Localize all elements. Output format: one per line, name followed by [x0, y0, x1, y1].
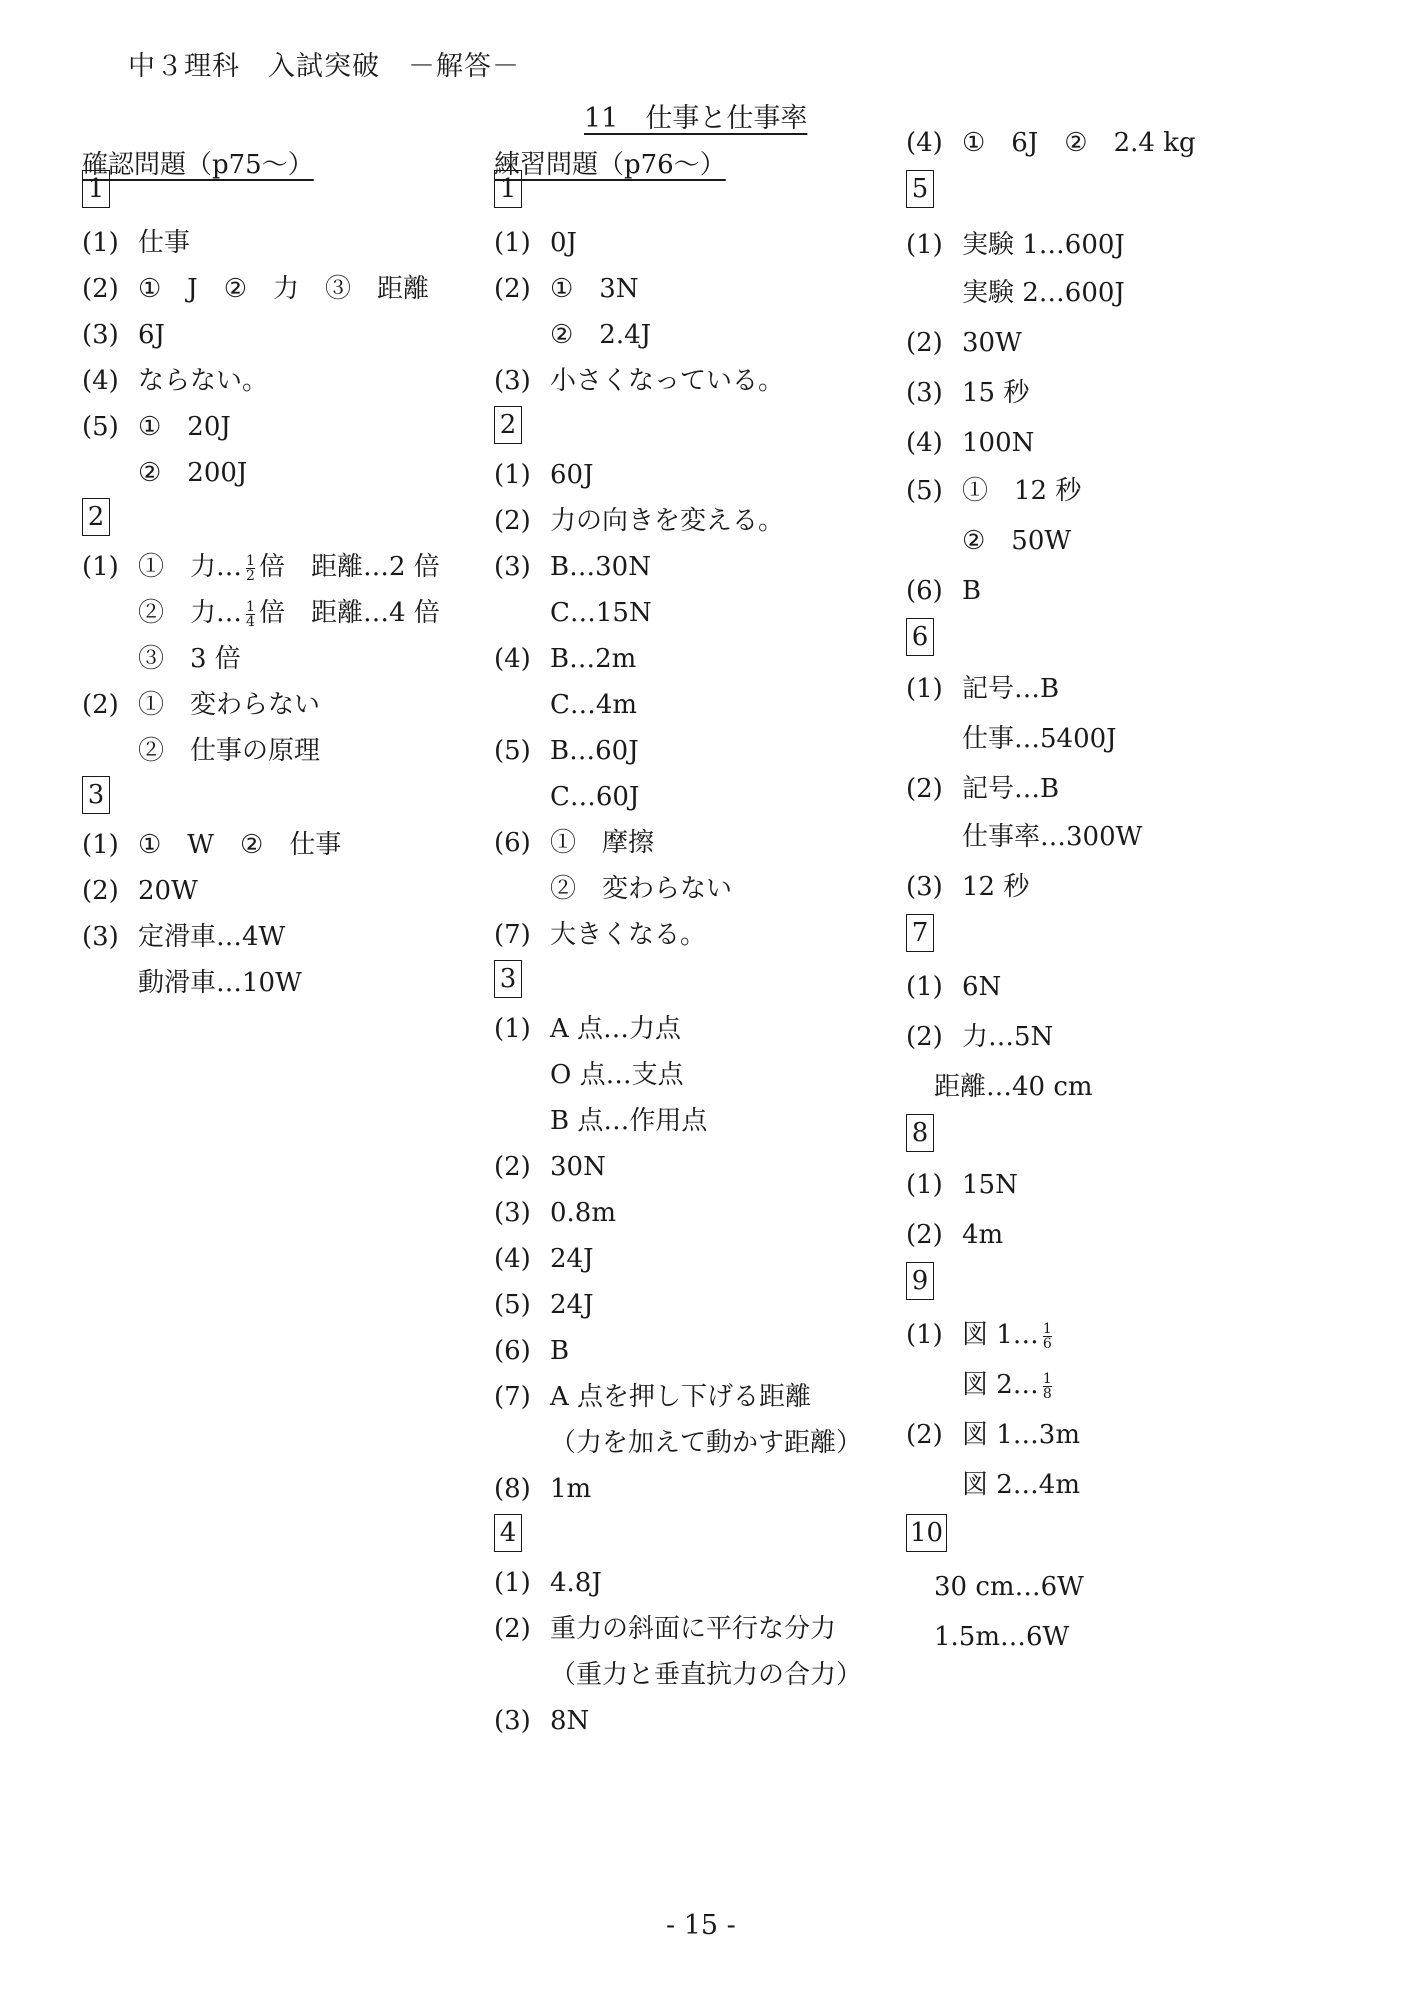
answer-line [82, 274, 429, 304]
answer-text: （重力と垂直抗力の合力） [550, 1660, 863, 1690]
answer-line [82, 366, 268, 396]
problem-number-box [82, 170, 110, 208]
answer-line [934, 1572, 1084, 1602]
answer-text: ① 20J [138, 412, 231, 442]
answer-line [906, 230, 1125, 260]
problem-number: 9 [906, 1262, 934, 1300]
answer-text: 重力の斜面に平行な分力 [550, 1614, 837, 1644]
problem-number: 6 [906, 618, 934, 656]
answer-text: C…15N [550, 598, 652, 628]
question-number: (2) [906, 774, 943, 804]
answer-line [906, 1420, 1080, 1450]
problem-number-box [906, 1262, 934, 1300]
problem-number: 1 [494, 170, 522, 208]
problem-number: 10 [906, 1514, 947, 1552]
answer-line [494, 1474, 591, 1504]
question-number: (4) [906, 128, 943, 158]
answer-text: 倍 距離…4 倍 [258, 598, 440, 628]
question-number: (2) [494, 274, 531, 304]
answer-text: 60J [550, 460, 594, 490]
page-title: 11 仕事と仕事率 [584, 103, 808, 134]
answer-line [906, 278, 1125, 308]
answer-text: 倍 距離…2 倍 [258, 552, 440, 582]
answer-line [494, 1014, 681, 1044]
answer-text: 大きくなる。 [550, 920, 707, 950]
problem-number: 2 [82, 498, 110, 536]
answer-text: ② 2.4J [550, 320, 652, 350]
fraction [1043, 1322, 1052, 1351]
answer-text: 実験 2…600J [962, 278, 1125, 308]
answer-text: 15 秒 [962, 378, 1030, 408]
answer-line [906, 822, 1142, 852]
answer-line [494, 1660, 862, 1690]
fraction-denominator: 6 [1042, 1335, 1052, 1352]
answer-text: ならない。 [138, 366, 269, 396]
answer-text: 12 秒 [962, 872, 1030, 902]
answer-line [906, 872, 1029, 902]
answer-line [494, 460, 594, 490]
answer-text: 0.8m [550, 1198, 617, 1228]
answer-line [906, 1470, 1080, 1500]
answer-line [494, 1428, 862, 1458]
answer-text: 24J [550, 1290, 594, 1320]
answer-text: 仕事 [138, 228, 191, 258]
question-number: (8) [494, 1474, 531, 1504]
problem-number-box [906, 170, 934, 208]
answer-text: O 点…支点 [550, 1060, 684, 1090]
answer-line [494, 1198, 616, 1228]
fraction [246, 600, 255, 629]
question-number: (2) [82, 690, 119, 720]
question-number: (4) [82, 366, 119, 396]
answer-line [906, 476, 1081, 506]
problem-number-box [494, 960, 522, 998]
answer-text: ① 力… [138, 552, 243, 582]
answer-text: 0J [550, 228, 577, 258]
answer-line [494, 1336, 569, 1366]
answer-line [82, 830, 341, 860]
question-number: (4) [906, 428, 943, 458]
question-number: (5) [82, 412, 119, 442]
question-number: (3) [494, 552, 531, 582]
answer-line [906, 972, 1001, 1002]
answer-text: 定滑車…4W [138, 922, 286, 952]
question-number: (6) [494, 1336, 531, 1366]
question-number: (1) [906, 1320, 943, 1350]
answer-line [82, 598, 440, 629]
answer-line [906, 378, 1029, 408]
answer-line [494, 920, 706, 950]
answer-text: 力の向きを変える。 [550, 506, 785, 536]
answer-text: 仕事率…300W [962, 822, 1143, 852]
question-number: (2) [494, 1152, 531, 1182]
answer-line [494, 552, 651, 582]
answer-text: B [962, 576, 982, 606]
question-number: (2) [906, 1022, 943, 1052]
answer-text: 8N [550, 1706, 590, 1736]
problem-number-box [906, 1514, 947, 1552]
answer-line [82, 968, 302, 998]
answer-line [494, 828, 654, 858]
answer-text: 30W [962, 328, 1022, 358]
answer-text: 記号…B [962, 774, 1060, 804]
answer-line [494, 644, 636, 674]
answer-line [82, 320, 165, 350]
question-number: (1) [906, 230, 943, 260]
answer-line [82, 736, 320, 766]
answer-text: ② 変わらない [550, 874, 733, 904]
question-number: (7) [494, 1382, 531, 1412]
answer-text: 小さくなっている。 [550, 366, 785, 396]
fraction-denominator: 2 [246, 567, 255, 584]
answer-text: 30N [550, 1152, 606, 1182]
answer-text: 4m [962, 1220, 1004, 1250]
answer-text: 24J [550, 1244, 594, 1274]
answer-line [494, 598, 652, 628]
answer-line [494, 1290, 594, 1320]
question-number: (2) [82, 876, 119, 906]
answer-text: ① W ② 仕事 [138, 830, 342, 860]
answer-text: 実験 1…600J [962, 230, 1125, 260]
question-number: (5) [494, 1290, 531, 1320]
answer-line [906, 1220, 1003, 1250]
answer-line [906, 128, 1196, 158]
fraction-numerator: 1 [1042, 1370, 1052, 1387]
answer-text: 距離…40 cm [934, 1072, 1093, 1102]
question-number: (1) [906, 1170, 943, 1200]
answer-line [82, 228, 190, 258]
problem-number: 4 [494, 1514, 522, 1552]
problem-number-box [494, 406, 522, 444]
answer-text: （力を加えて動かす距離） [550, 1428, 863, 1458]
question-number: (7) [494, 920, 531, 950]
problem-number-box [494, 1514, 522, 1552]
question-number: (1) [906, 674, 943, 704]
question-number: (6) [494, 828, 531, 858]
question-number: (1) [82, 830, 119, 860]
fraction [1043, 1372, 1052, 1401]
section-title-renshu: 練習問題（p76～） [494, 150, 726, 180]
section-title-kakunin: 確認問題（p75～） [82, 150, 314, 180]
answer-text: 図 2… [962, 1370, 1039, 1400]
answer-line [906, 1170, 1018, 1200]
answer-line [494, 1568, 602, 1598]
answer-line [906, 1022, 1053, 1052]
answer-text: ① 6J ② 2.4 kg [962, 128, 1196, 158]
problem-number: 7 [906, 914, 934, 952]
answer-text: ① 3N [550, 274, 639, 304]
problem-number-box [906, 914, 934, 952]
answer-text: 20W [138, 876, 198, 906]
answer-text: 力…5N [962, 1022, 1054, 1052]
answer-line [494, 274, 639, 304]
answer-text: C…4m [550, 690, 638, 720]
answer-text: B…30N [550, 552, 651, 582]
answer-line [906, 724, 1117, 754]
fraction-numerator: 1 [246, 598, 255, 615]
fraction-denominator: 8 [1042, 1385, 1052, 1402]
answer-text: B…2m [550, 644, 637, 674]
answer-line [906, 1320, 1056, 1351]
answer-line [494, 366, 784, 396]
question-number: (2) [82, 274, 119, 304]
answer-text: 6J [138, 320, 165, 350]
fraction [246, 554, 255, 583]
answer-text: 6N [962, 972, 1002, 1002]
question-number: (1) [494, 228, 531, 258]
fraction-numerator: 1 [1042, 1320, 1052, 1337]
answer-line [906, 774, 1059, 804]
answer-line [82, 644, 241, 674]
answer-line [82, 412, 231, 442]
question-number: (5) [494, 736, 531, 766]
answer-text: ② 仕事の原理 [138, 736, 321, 766]
question-number: (4) [494, 1244, 531, 1274]
answer-text: 記号…B [962, 674, 1060, 704]
answer-line [494, 1614, 836, 1644]
problem-number: 2 [494, 406, 522, 444]
answer-line [906, 328, 1022, 358]
problem-number-box [906, 618, 934, 656]
answer-text: ② 50W [962, 526, 1072, 556]
page-header: 中３理科 入試突破 －解答－ [128, 51, 520, 82]
question-number: (3) [82, 320, 119, 350]
answer-text: 仕事…5400J [962, 724, 1117, 754]
answer-text: ③ 3 倍 [138, 644, 241, 674]
answer-line [494, 782, 639, 812]
question-number: (2) [494, 506, 531, 536]
problem-number: 1 [82, 170, 110, 208]
answer-line [906, 1370, 1056, 1401]
answer-line [494, 228, 577, 258]
answer-line [906, 674, 1059, 704]
question-number: (1) [494, 460, 531, 490]
answer-text: B 点…作用点 [550, 1106, 708, 1136]
answer-text: ① 変わらない [138, 690, 321, 720]
question-number: (2) [906, 1420, 943, 1450]
answer-line [82, 552, 440, 583]
answer-text: 図 1… [962, 1320, 1039, 1350]
answer-line [906, 526, 1071, 556]
problem-number: 3 [494, 960, 522, 998]
answer-line [82, 690, 320, 720]
question-number: (3) [494, 1198, 531, 1228]
question-number: (1) [82, 228, 119, 258]
answer-text: 動滑車…10W [138, 968, 302, 998]
fraction-denominator: 4 [246, 613, 255, 630]
fraction-numerator: 1 [246, 552, 255, 569]
answer-line [494, 874, 732, 904]
answer-text: B…60J [550, 736, 639, 766]
answer-line [494, 690, 637, 720]
answer-line [494, 1106, 707, 1136]
answer-text: A 点…力点 [550, 1014, 682, 1044]
problem-number: 3 [82, 776, 110, 814]
answer-line [906, 428, 1034, 458]
answer-text: C…60J [550, 782, 640, 812]
answer-text: 15N [962, 1170, 1018, 1200]
answer-text: ② 力… [138, 598, 243, 628]
answer-text: A 点を押し下げる距離 [550, 1382, 812, 1412]
answer-line [494, 1382, 811, 1412]
answer-line [82, 876, 198, 906]
answer-line [82, 458, 247, 488]
question-number: (5) [906, 476, 943, 506]
answer-text: 図 1…3m [962, 1420, 1081, 1450]
problem-number-box [82, 498, 110, 536]
question-number: (3) [494, 366, 531, 396]
problem-number: 8 [906, 1114, 934, 1152]
answer-line [494, 1152, 606, 1182]
question-number: (6) [906, 576, 943, 606]
answer-line [494, 736, 639, 766]
answer-text: ② 200J [138, 458, 248, 488]
answer-line [906, 576, 981, 606]
answer-line [494, 320, 651, 350]
answer-line [934, 1072, 1093, 1102]
answer-line [82, 922, 285, 952]
answer-text: 1.5m…6W [934, 1622, 1070, 1652]
answer-line [494, 1706, 589, 1736]
problem-number-box [82, 776, 110, 814]
question-number: (2) [906, 1220, 943, 1250]
answer-line [494, 506, 784, 536]
question-number: (3) [494, 1706, 531, 1736]
answer-text: 1m [550, 1474, 592, 1504]
answer-line [494, 1060, 684, 1090]
question-number: (3) [906, 378, 943, 408]
answer-text: ① 摩擦 [550, 828, 655, 858]
question-number: (1) [494, 1568, 531, 1598]
answer-text: ① J ② 力 ③ 距離 [138, 274, 430, 304]
answer-line [934, 1622, 1069, 1652]
question-number: (2) [906, 328, 943, 358]
question-number: (2) [494, 1614, 531, 1644]
problem-number-box [906, 1114, 934, 1152]
answer-text: 図 2…4m [962, 1470, 1081, 1500]
problem-number-box [494, 170, 522, 208]
answer-text: 100N [962, 428, 1035, 458]
question-number: (1) [82, 552, 119, 582]
answer-text: B [550, 1336, 570, 1366]
problem-number: 5 [906, 170, 934, 208]
answer-text: 30 cm…6W [934, 1572, 1084, 1602]
answer-line [494, 1244, 594, 1274]
page-number: - 15 - [666, 1910, 736, 1941]
answer-text: ① 12 秒 [962, 476, 1082, 506]
question-number: (3) [82, 922, 119, 952]
question-number: (1) [494, 1014, 531, 1044]
question-number: (4) [494, 644, 531, 674]
question-number: (1) [906, 972, 943, 1002]
answer-text: 4.8J [550, 1568, 602, 1598]
question-number: (3) [906, 872, 943, 902]
